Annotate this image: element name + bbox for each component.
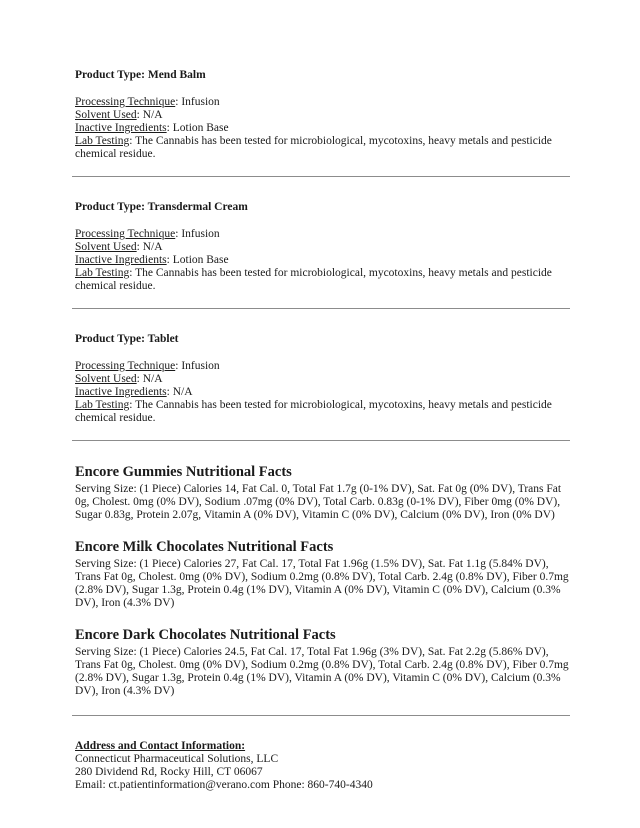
field-separator: : bbox=[136, 241, 143, 253]
product-field-lab-testing bbox=[75, 399, 570, 425]
nutrition-text: Serving Size: (1 Piece) Calories 24.5, Fat Cal. 17, Total Fat 1.96g (3% DV), Sat. Fat 2.2g (5.86% DV), Trans Fat 0g, Cholest. 0mg (0% DV), Sodium 0.2mg (0.8% DV), Total Carb. 2.4g (0.8% DV), Fiber 0.7mg (2.8% DV), Sugar 1.3g, Protein 0.4g (1% DV), Vitamin A (0% DV), Vitamin C (0% DV), Calcium (0.3% DV), Iron (4.3% DV) bbox=[75, 646, 569, 697]
field-label: Inactive Ingredients bbox=[75, 122, 167, 134]
field-separator: : bbox=[136, 109, 143, 121]
nutrition-section-milk-chocolates bbox=[75, 539, 570, 610]
product-field-solvent-used bbox=[75, 373, 570, 386]
field-label: Solvent Used bbox=[75, 109, 137, 121]
contact-heading: Address and Contact Information: bbox=[75, 740, 246, 752]
field-value: N/A bbox=[142, 373, 163, 385]
product-field-lab-testing bbox=[75, 135, 570, 161]
product-field-processing-technique bbox=[75, 96, 570, 109]
contact-address: 280 Dividend Rd, Rocky Hill, CT 06067 bbox=[75, 766, 263, 778]
product-field-processing-technique bbox=[75, 360, 570, 373]
field-value: The Cannabis has been tested for microbiological, mycotoxins, heavy metals and pesticide chemical residue. bbox=[75, 399, 552, 424]
field-label: Processing Technique bbox=[75, 360, 176, 372]
product-section-tablet bbox=[75, 332, 570, 425]
field-label: Lab Testing bbox=[75, 267, 130, 279]
product-title: Product Type: Mend Balm bbox=[75, 69, 206, 81]
field-value: N/A bbox=[142, 109, 163, 121]
field-separator: : bbox=[129, 135, 136, 147]
field-label: Inactive Ingredients bbox=[75, 386, 167, 398]
field-value: The Cannabis has been tested for microbiological, mycotoxins, heavy metals and pesticide chemical residue. bbox=[75, 267, 552, 292]
field-label: Lab Testing bbox=[75, 399, 130, 411]
product-field-processing-technique bbox=[75, 228, 570, 241]
product-field-inactive-ingredients bbox=[75, 386, 570, 399]
field-value: N/A bbox=[172, 386, 193, 398]
section-divider bbox=[72, 308, 570, 309]
nutrition-section-gummies bbox=[75, 464, 570, 522]
section-divider bbox=[72, 440, 570, 441]
field-value: Infusion bbox=[181, 228, 220, 240]
field-separator: : bbox=[136, 373, 143, 385]
field-separator: : bbox=[166, 122, 173, 134]
field-value: The Cannabis has been tested for microbiological, mycotoxins, heavy metals and pesticide chemical residue. bbox=[75, 135, 552, 160]
field-value: N/A bbox=[142, 241, 163, 253]
nutrition-text: Serving Size: (1 Piece) Calories 27, Fat Cal. 17, Total Fat 1.96g (1.5% DV), Sat. Fat 1.1g (5.84% DV), Trans Fat 0g, Cholest. 0mg (0% DV), Sodium 0.2mg (0.8% DV), Total Carb. 2.4g (0.8% DV), Fiber 0.7mg (2.8% DV), Sugar 1.3g, Protein 0.4g (1% DV), Vitamin A (0% DV), Vitamin C (0% DV), Calcium (0.3% DV), Iron (4.3% DV) bbox=[75, 558, 569, 609]
field-separator: : bbox=[166, 254, 173, 266]
product-field-solvent-used bbox=[75, 241, 570, 254]
field-value: Infusion bbox=[181, 96, 220, 108]
nutrition-title: Encore Milk Chocolates Nutritional Facts bbox=[75, 539, 334, 555]
nutrition-title: Encore Dark Chocolates Nutritional Facts bbox=[75, 627, 336, 643]
section-divider bbox=[72, 715, 570, 716]
section-divider bbox=[72, 176, 570, 177]
product-title: Product Type: Tablet bbox=[75, 333, 179, 345]
product-field-inactive-ingredients bbox=[75, 254, 570, 267]
nutrition-section-dark-chocolates bbox=[75, 627, 570, 698]
product-section-mend-balm bbox=[75, 68, 570, 161]
contact-email-phone: Email: ct.patientinformation@verano.com Phone: 860-740-4340 bbox=[75, 779, 373, 791]
field-label: Processing Technique bbox=[75, 96, 176, 108]
field-separator: : bbox=[166, 386, 173, 398]
product-field-lab-testing bbox=[75, 267, 570, 293]
field-label: Solvent Used bbox=[75, 373, 137, 385]
field-separator: : bbox=[175, 228, 182, 240]
field-label: Processing Technique bbox=[75, 228, 176, 240]
product-field-solvent-used bbox=[75, 109, 570, 122]
product-section-transdermal-cream bbox=[75, 200, 570, 293]
nutrition-title: Encore Gummies Nutritional Facts bbox=[75, 464, 292, 480]
field-value: Infusion bbox=[181, 360, 220, 372]
product-title: Product Type: Transdermal Cream bbox=[75, 201, 248, 213]
field-value: Lotion Base bbox=[172, 122, 229, 134]
nutrition-text: Serving Size: (1 Piece) Calories 14, Fat Cal. 0, Total Fat 1.7g (0-1% DV), Sat. Fat 0g (0% DV), Trans Fat 0g, Cholest. 0mg (0% DV), Sodium .07mg (0% DV), Total Carb. 0.83g (0-1% DV), Fiber 0mg (0% DV), Sugar 0.83g, Protein 2.07g, Vitamin A (0% DV), Vitamin C (0% DV), Calcium (0% DV), Iron (0% DV) bbox=[75, 483, 562, 521]
field-separator: : bbox=[175, 360, 182, 372]
field-separator: : bbox=[129, 399, 136, 411]
field-label: Solvent Used bbox=[75, 241, 137, 253]
field-label: Lab Testing bbox=[75, 135, 130, 147]
field-label: Inactive Ingredients bbox=[75, 254, 167, 266]
contact-company: Connecticut Pharmaceutical Solutions, LLC bbox=[75, 753, 279, 765]
product-field-inactive-ingredients bbox=[75, 122, 570, 135]
field-separator: : bbox=[129, 267, 136, 279]
contact-section bbox=[75, 739, 570, 792]
field-value: Lotion Base bbox=[172, 254, 229, 266]
field-separator: : bbox=[175, 96, 182, 108]
